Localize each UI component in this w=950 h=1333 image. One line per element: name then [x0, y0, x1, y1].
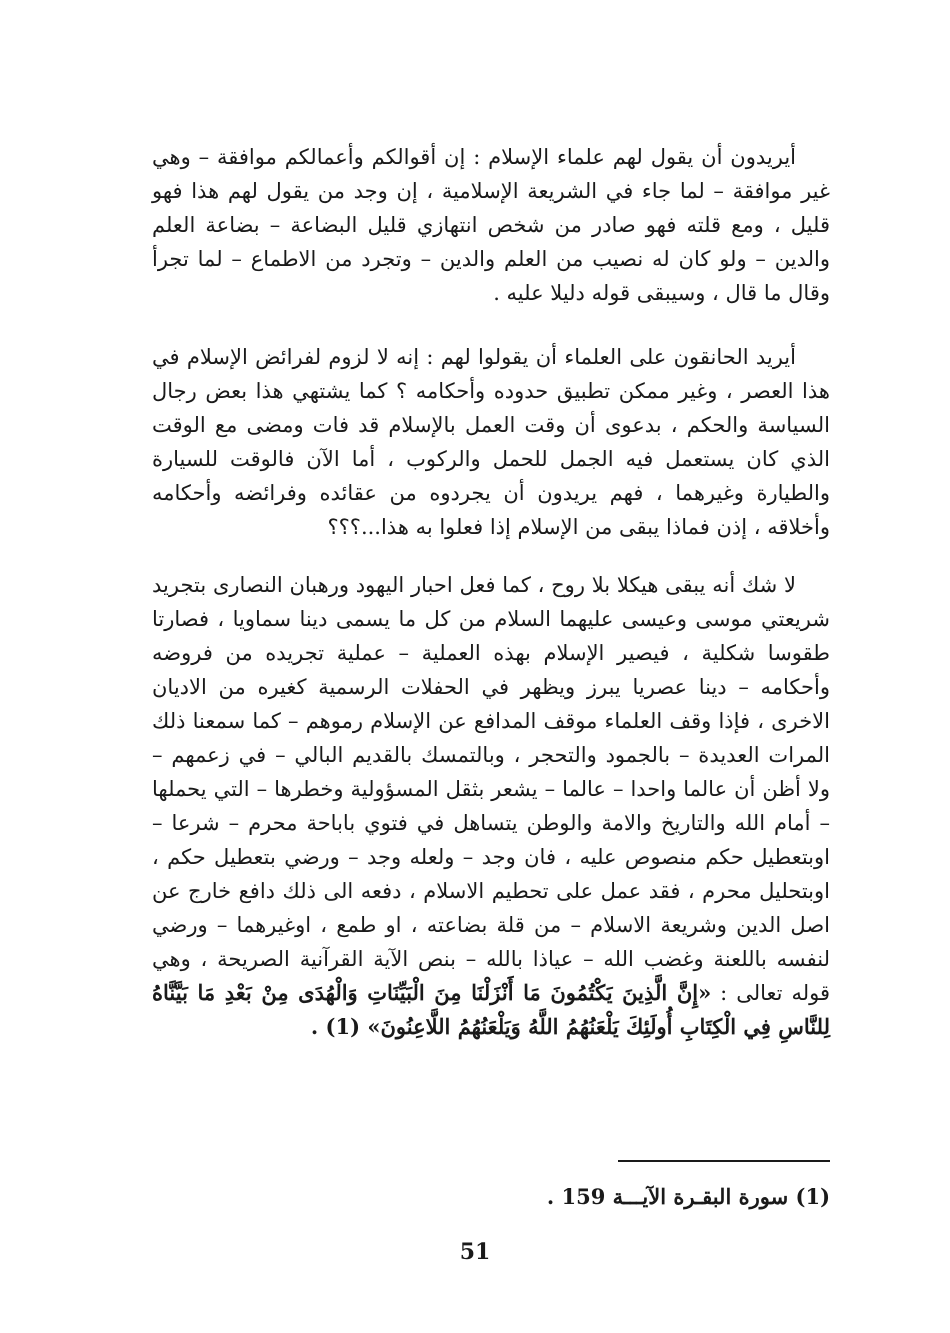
- paragraph-3: [152, 568, 830, 1044]
- paragraph-1-text: أيريدون أن يقول لهم علماء الإسلام : إن أقوالكم وأعمالكم موافقة – وهي غير موافقة – لما جاء في الشريعة الإسلامية ، إن وجد من يقول لهم هذا فهو قليل ، ومع قلته فهو صادر من شخص انتهازي قليل البضاعة – بضاعة العلم والدين – ولو كان له نصيب من العلم والدين – وتجرد من الاطماع – لما تجرأ وقال ما قال ، وسيبقى قوله دليلا عليه .: [152, 145, 830, 305]
- quran-quote: «إِنَّ الَّذِينَ يَكْتُمُونَ مَا أَنْزَلْنَا مِنَ الْبَيِّنَاتِ وَالْهُدَى مِنْ بَعْدِ مَا بَيَّنَّاهُ لِلنَّاسِ فِي الْكِتَابِ أُولَئِكَ يَلْعَنُهُمُ اللَّهُ وَيَلْعَنُهُمُ اللَّاعِنُونَ» (1) .: [152, 980, 830, 1039]
- paragraph-3-body: لا شك أنه يبقى هيكلا بلا روح ، كما فعل احبار اليهود ورهبان النصارى بتجريد شريعتي موسى وعيسى عليهما السلام من كل ما يسمى دينا سماويا ، فصارتا طقوسا شكلية ، فيصير الإسلام بهذه العملية – عملية تجريده من فروضه وأحكامه – دينا عصريا يبرز ويظهر في الحفلات الرسمية كغيره من الاديان الاخرى ، فإذا وقف العلماء موقف المدافع عن الإسلام رموهم – كما سمعنا ذلك المرات العديدة – بالجمود والتحجر ، وبالتمسك بالقديم البالي – في زعمهم – ولا أظن أن عالما واحدا – عالما – يشعر بثقل المسؤولية وخطرها – التي يحملها – أمام الله والتاريخ والامة والوطن يتساهل في فتوي باباحة محرم – شرعا – اوبتعطيل حكم منصوص عليه ، فان وجد – ولعله وجد – ورضي بتعطيل حكم ، اوبتحليل محرم ، فقد عمل على تحطيم الاسلام ، دفعه الى ذلك دافع خارج عن اصل الدين وشريعة الاسلام – من قلة بضاعته ، او طمع ، اوغيرهما – ورضي لنفسه باللعنة وغضب الله – عياذا بالله – بنص الآية القرآنية الصريحة ، وهي قوله تعالى :: [152, 573, 830, 1005]
- page-number: 51: [459, 1239, 491, 1265]
- footnote-divider: [618, 1160, 830, 1162]
- paragraph-2: [152, 340, 830, 544]
- footnote: (1) سورة البقـرة الآيـــة 159 .: [546, 1184, 830, 1209]
- paragraph-3-text: [152, 568, 830, 1044]
- paragraph-1: [152, 140, 830, 310]
- paragraph-2-text: أيريد الحانقون على العلماء أن يقولوا لهم : إنه لا لزوم لفرائض الإسلام في هذا العصر ، وغير ممكن تطبيق حدوده وأحكامه ؟ كما يشتهي هذا بعض رجال السياسة والحكم ، بدعوى أن وقت العمل بالإسلام قد فات ومضى مع الوقت الذي كان يستعمل فيه الجمل للحمل والركوب ، أما الآن فالوقت للسيارة والطيارة وغيرهما ، فهم يريدون أن يجردوه من عقائده وفرائضه وأحكامه وأخلاقه ، إذن فماذا يبقى من الإسلام إذا فعلوا به هذا...؟؟؟: [152, 345, 830, 539]
